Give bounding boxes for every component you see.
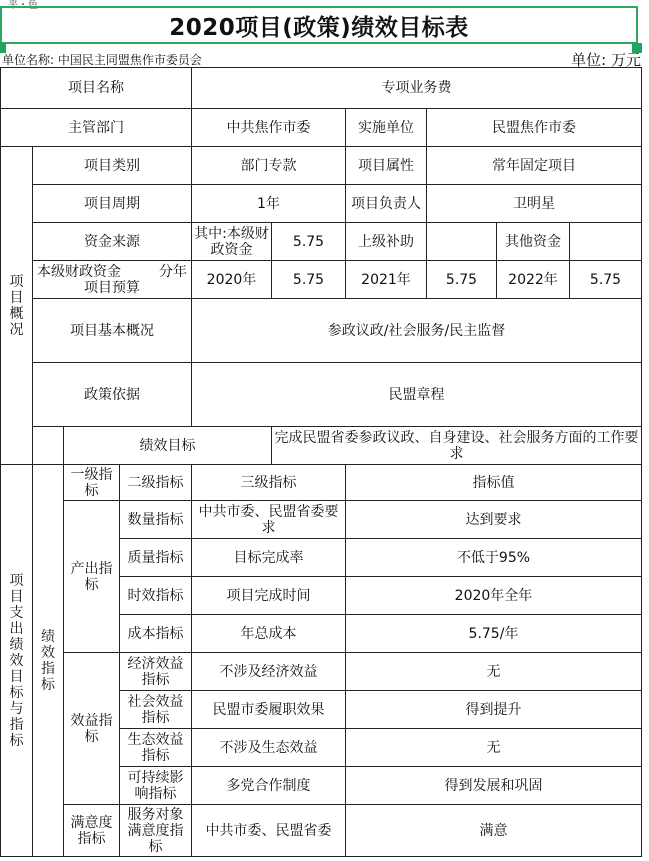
budget-label-b: 分年 (159, 263, 187, 280)
indicator-level2[interactable]: 经济效益指标 (120, 653, 192, 691)
unit-name (2, 51, 202, 68)
table-row (1, 185, 642, 223)
indicator-value[interactable]: 无 (346, 653, 642, 691)
perf-indicator-label[interactable]: 绩效指标 (33, 465, 64, 857)
basic-label[interactable]: 项目基本概况 (33, 299, 192, 363)
blank-cell (33, 427, 64, 465)
indicator-value[interactable]: 得到提升 (346, 691, 642, 729)
level3-header[interactable]: 三级指标 (192, 465, 346, 501)
indicator-level3[interactable]: 中共市委、民盟省委 (192, 805, 346, 857)
indicator-value[interactable]: 不低于95% (346, 539, 642, 577)
budget-label-a: 本级财政资金 (37, 263, 121, 280)
page-title: 2020项目(政策)绩效目标表 (169, 14, 469, 41)
indicator-value[interactable]: 得到发展和巩固 (346, 767, 642, 805)
indicator-level3[interactable]: 项目完成时间 (192, 577, 346, 615)
leader-value[interactable]: 卫明星 (427, 185, 642, 223)
funds-upper-value[interactable] (427, 223, 497, 261)
indicator-level3[interactable]: 多党合作制度 (192, 767, 346, 805)
funds-other-value[interactable] (570, 223, 642, 261)
unit-row (0, 49, 649, 67)
table-row (1, 109, 642, 147)
indicator-level3[interactable]: 目标完成率 (192, 539, 346, 577)
project-name-label[interactable]: 项目名称 (1, 68, 192, 109)
budget-value-1[interactable]: 5.75 (272, 261, 346, 299)
unit-name-value: 中国民主同盟焦作市委员会 (57, 53, 202, 67)
indicator-value[interactable]: 满意 (346, 805, 642, 857)
dept-value[interactable]: 中共焦作市委 (192, 109, 346, 147)
indicator-level3[interactable]: 不涉及经济效益 (192, 653, 346, 691)
level1-header[interactable]: 一级指标 (64, 465, 120, 501)
category-label[interactable]: 项目类别 (33, 147, 192, 185)
project-name-value[interactable]: 专项业务费 (192, 68, 642, 109)
unit-name-label: 单位名称: (2, 53, 55, 67)
table-row (1, 68, 642, 109)
satisfaction-indicator-label[interactable]: 满意度指标 (64, 805, 120, 857)
period-value[interactable]: 1年 (192, 185, 346, 223)
cell-reference: 平・色 (8, 0, 38, 11)
table-row (1, 653, 642, 691)
budget-year-1[interactable]: 2020年 (192, 261, 272, 299)
budget-value-2[interactable]: 5.75 (427, 261, 497, 299)
table-row (1, 465, 642, 501)
indicator-level2[interactable]: 质量指标 (120, 539, 192, 577)
indicator-value[interactable]: 2020年全年 (346, 577, 642, 615)
leader-label[interactable]: 项目负责人 (346, 185, 427, 223)
budget-label[interactable] (33, 261, 192, 299)
indicator-level3[interactable]: 年总成本 (192, 615, 346, 653)
attribute-label[interactable]: 项目属性 (346, 147, 427, 185)
dept-label[interactable]: 主管部门 (1, 109, 192, 147)
benefit-indicator-label[interactable]: 效益指标 (64, 653, 120, 805)
category-value[interactable]: 部门专款 (192, 147, 346, 185)
table-row (1, 147, 642, 185)
funds-upper-label[interactable]: 上级补助 (346, 223, 427, 261)
funds-local-value[interactable]: 5.75 (272, 223, 346, 261)
indicator-level3[interactable]: 中共市委、民盟省委要求 (192, 501, 346, 539)
level2-header[interactable]: 二级指标 (120, 465, 192, 501)
indicator-level2[interactable]: 数量指标 (120, 501, 192, 539)
funds-other-label[interactable]: 其他资金 (497, 223, 570, 261)
basic-value[interactable]: 参政议政/社会服务/民主监督 (192, 299, 642, 363)
table-row (1, 427, 642, 465)
title-cell[interactable] (0, 6, 638, 44)
budget-label-top (35, 264, 189, 280)
policy-value[interactable]: 民盟章程 (192, 363, 642, 427)
budget-label-c: 项目预算 (84, 279, 140, 296)
performance-table (0, 67, 642, 857)
indicator-level2[interactable]: 可持续影响指标 (120, 767, 192, 805)
overview-label[interactable]: 项目概况 (1, 147, 33, 465)
indicator-level3[interactable]: 不涉及生态效益 (192, 729, 346, 767)
budget-year-2[interactable]: 2021年 (346, 261, 427, 299)
attribute-value[interactable]: 常年固定项目 (427, 147, 642, 185)
funds-local-label[interactable]: 其中:本级财政资金 (192, 223, 272, 261)
table-row (1, 223, 642, 261)
indicator-value[interactable]: 5.75/年 (346, 615, 642, 653)
unit-label: 单位: (571, 51, 607, 69)
goal-label[interactable]: 绩效目标 (64, 427, 272, 465)
indicator-level2[interactable]: 时效指标 (120, 577, 192, 615)
indicator-value[interactable]: 无 (346, 729, 642, 767)
indicator-level2[interactable]: 生态效益指标 (120, 729, 192, 767)
period-label[interactable]: 项目周期 (33, 185, 192, 223)
unit-value: 万元 (610, 51, 641, 69)
goal-value[interactable]: 完成民盟省委参政议政、自身建设、社会服务方面的工作要求 (272, 427, 642, 465)
indicator-level3[interactable]: 民盟市委履职效果 (192, 691, 346, 729)
table-row (1, 261, 642, 299)
value-header[interactable]: 指标值 (346, 465, 642, 501)
table-row (1, 805, 642, 857)
impl-value[interactable]: 民盟焦作市委 (427, 109, 642, 147)
indicator-level2[interactable]: 社会效益指标 (120, 691, 192, 729)
table-row (1, 363, 642, 427)
policy-label[interactable]: 政策依据 (33, 363, 192, 427)
impl-label[interactable]: 实施单位 (346, 109, 427, 147)
indicator-level2[interactable]: 服务对象满意度指标 (120, 805, 192, 857)
indicator-level2[interactable]: 成本指标 (120, 615, 192, 653)
budget-value-3[interactable]: 5.75 (570, 261, 642, 299)
table-row (1, 501, 642, 539)
indicator-value[interactable]: 达到要求 (346, 501, 642, 539)
table-row (1, 299, 642, 363)
section-label[interactable]: 项目支出绩效目标与指标 (1, 465, 33, 857)
output-indicator-label[interactable]: 产出指标 (64, 501, 120, 653)
funds-label[interactable]: 资金来源 (33, 223, 192, 261)
budget-year-3[interactable]: 2022年 (497, 261, 570, 299)
